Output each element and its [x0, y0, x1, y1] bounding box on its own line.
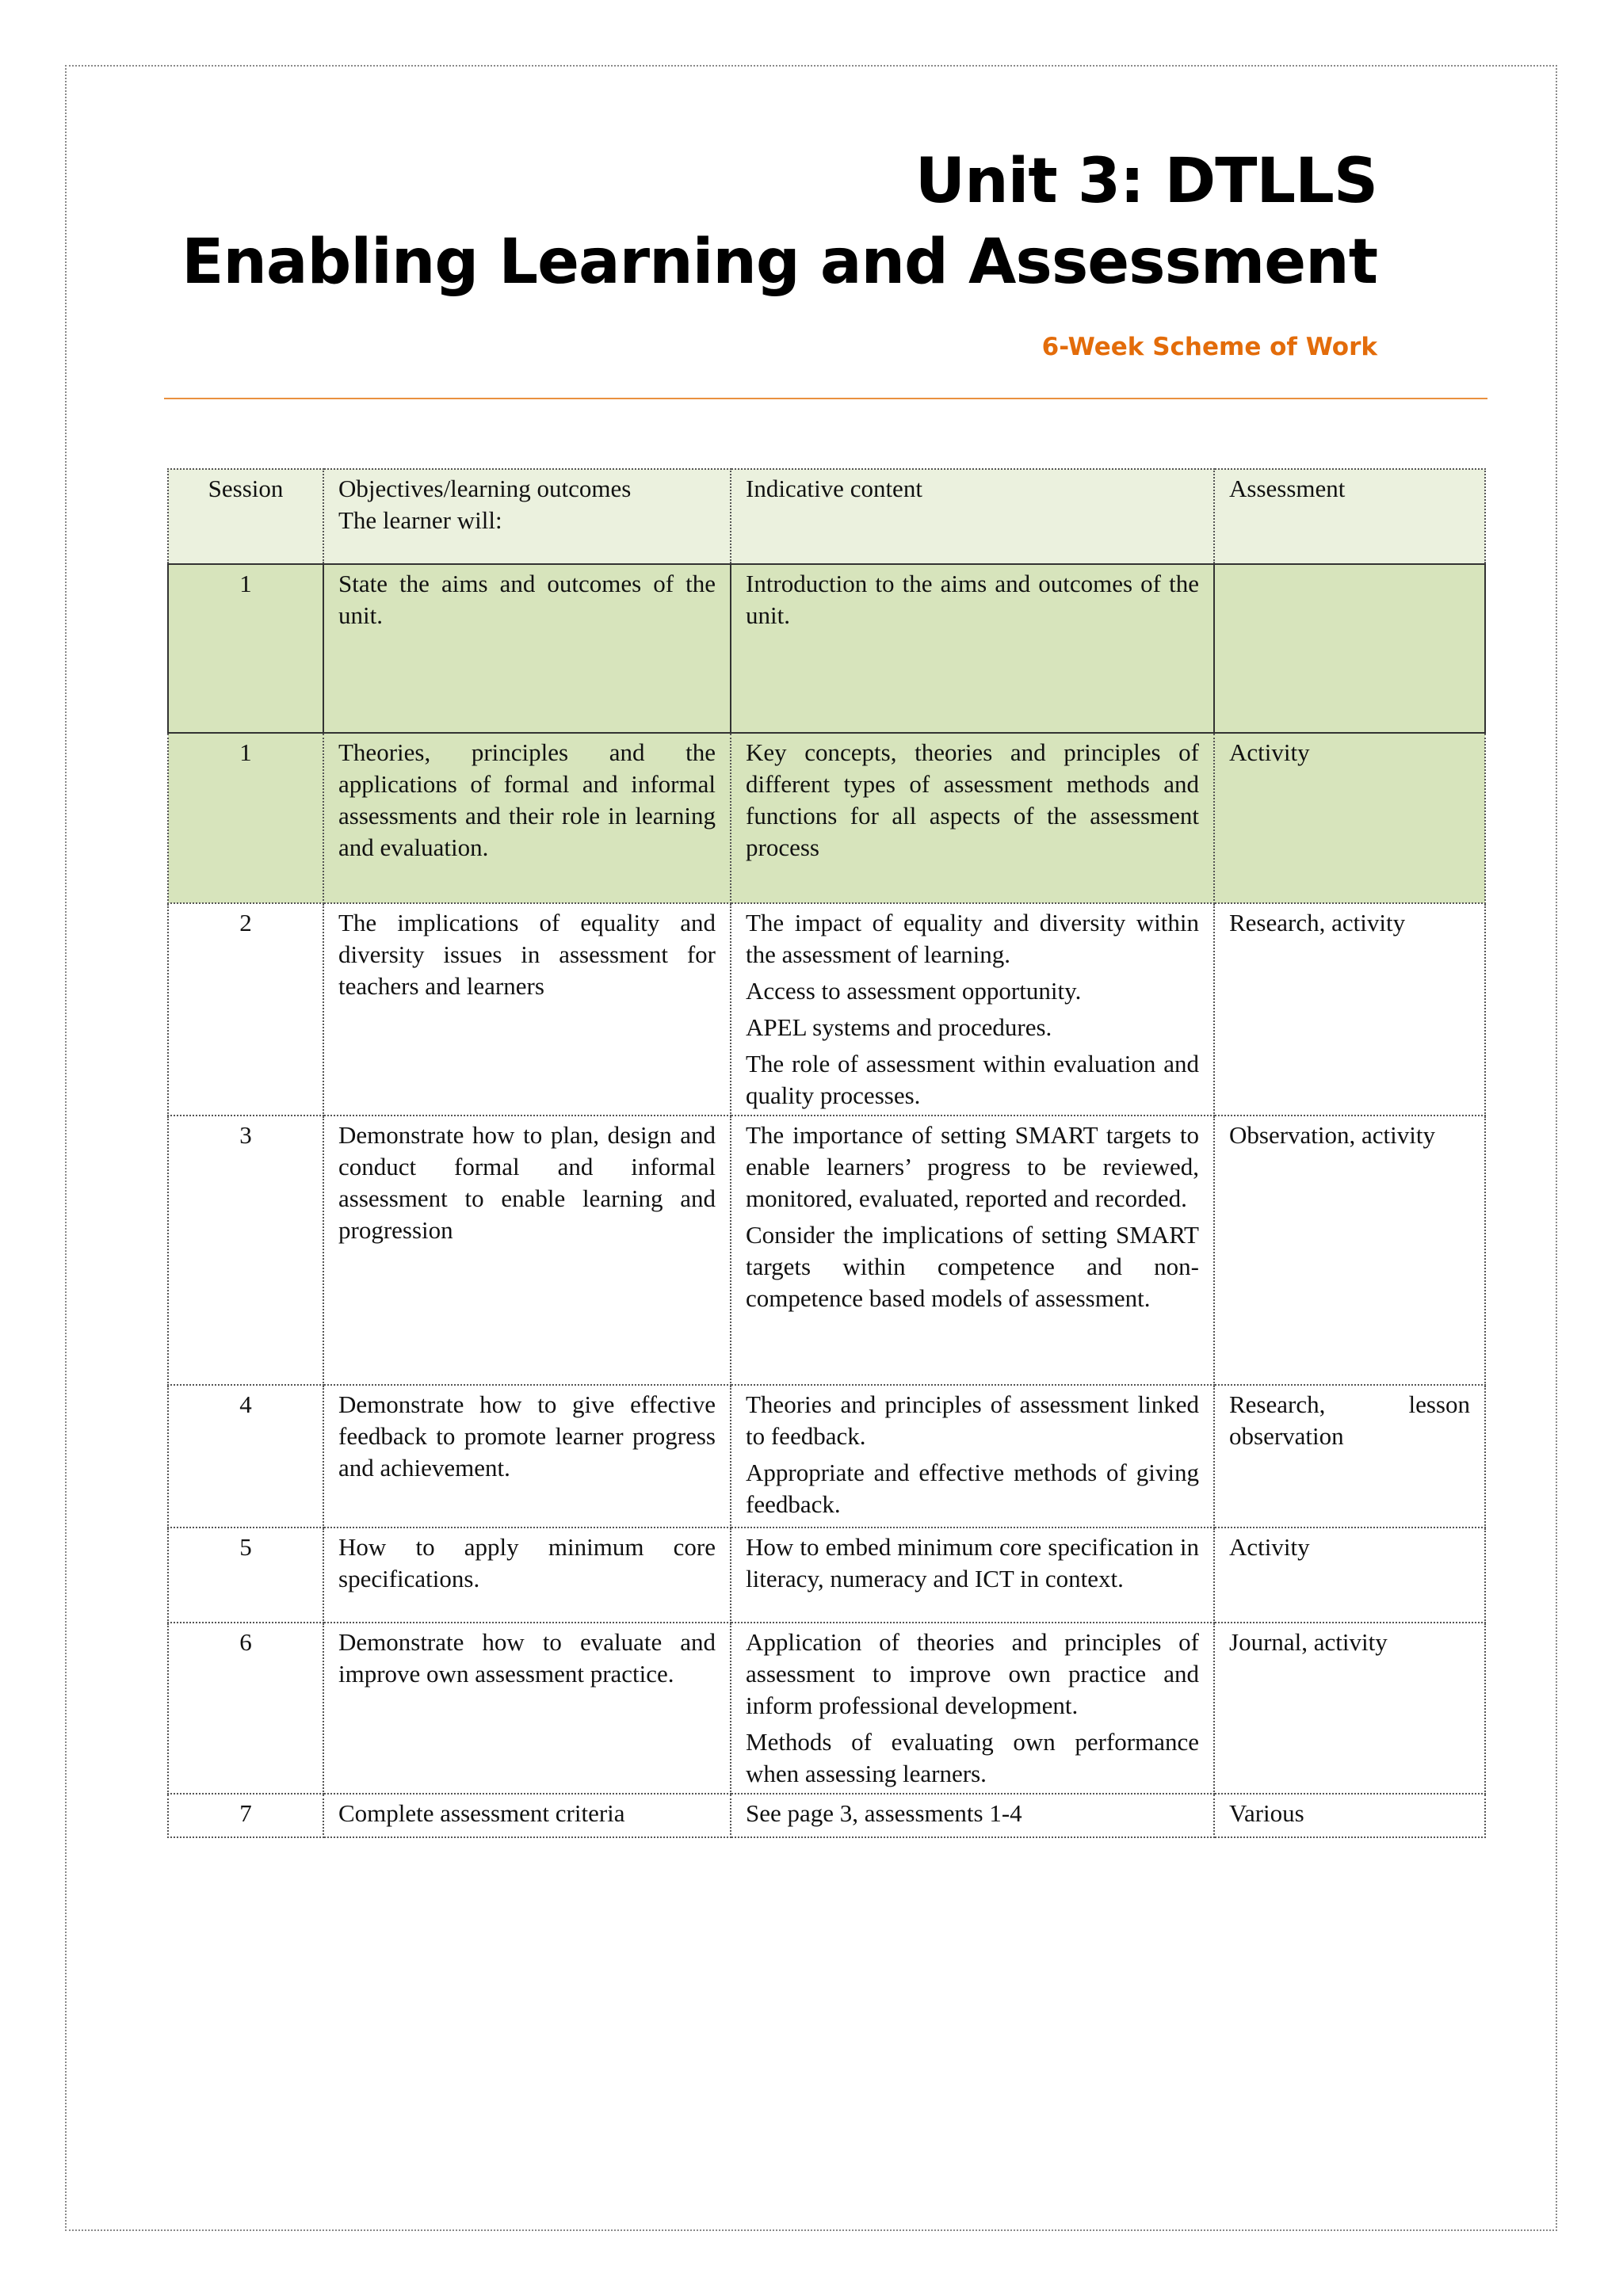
table-row	[168, 733, 1485, 903]
assessment-cell: Research, activity	[1214, 903, 1485, 1116]
assessment-cell: Journal, activity	[1214, 1623, 1485, 1794]
objective-cell: The implications of equality and diversity issues in assessment for teachers and learners	[323, 903, 731, 1116]
content-paragraph: See page 3, assessments 1-4	[746, 1799, 1022, 1827]
content-cell	[731, 1527, 1214, 1623]
content-cell	[731, 1623, 1214, 1794]
content-cell	[731, 903, 1214, 1116]
assessment-cell: Activity	[1214, 733, 1485, 903]
content-paragraph: The impact of equality and diversity within the assessment of learning.	[746, 909, 1199, 968]
objective-cell: Demonstrate how to plan, design and conduct formal and informal assessment to enable learning and progression	[323, 1116, 731, 1385]
table-row	[168, 1623, 1485, 1794]
assessment-cell: Activity	[1214, 1527, 1485, 1623]
session-cell: 6	[168, 1623, 323, 1794]
objective-cell: Theories, principles and the applications of formal and informal assessments and their role in learning and evaluation.	[323, 733, 731, 903]
content-cell	[731, 1116, 1214, 1385]
assessment-cell: Various	[1214, 1794, 1485, 1837]
content-cell	[731, 1794, 1214, 1837]
content-cell	[731, 733, 1214, 903]
table-row	[168, 564, 1485, 733]
content-cell	[731, 1385, 1214, 1527]
session-cell: 5	[168, 1527, 323, 1623]
content-paragraph: Key concepts, theories and principles of different types of assessment methods and functions for all aspects of the assessment process	[746, 738, 1199, 861]
objective-cell: Demonstrate how to give effective feedback to promote learner progress and achievement.	[323, 1385, 731, 1527]
objective-cell: Complete assessment criteria	[323, 1794, 731, 1837]
content-paragraph: Access to assessment opportunity.	[746, 977, 1082, 1005]
objective-cell: Demonstrate how to evaluate and improve own assessment practice.	[323, 1623, 731, 1794]
objective-cell: How to apply minimum core specifications.	[323, 1527, 731, 1623]
content-paragraph: The role of assessment within evaluation and quality processes.	[746, 1050, 1199, 1109]
page-subtitle: 6-Week Scheme of Work	[1041, 333, 1377, 361]
table-row	[168, 1385, 1485, 1527]
header-content: Indicative content	[731, 469, 1214, 564]
header-assessment: Assessment	[1214, 469, 1485, 564]
header-objectives-subtitle: The learner will:	[338, 506, 502, 534]
scheme-of-work-table	[167, 468, 1486, 1838]
assessment-cell	[1214, 564, 1485, 733]
content-paragraph: Consider the implications of setting SMART targets within competence and non-competence based models of assessment.	[746, 1221, 1199, 1312]
table-row	[168, 1794, 1485, 1837]
content-paragraph: Methods of evaluating own performance when assessing learners.	[746, 1728, 1199, 1787]
header-divider	[164, 398, 1487, 399]
content-paragraph: The importance of setting SMART targets to enable learners’ progress to be reviewed, monitored, evaluated, reported and recorded.	[746, 1121, 1199, 1212]
table-header-row	[168, 469, 1485, 564]
title-line-name: Enabling Learning and Assessment	[181, 227, 1377, 298]
content-paragraph: Theories and principles of assessment linked to feedback.	[746, 1390, 1199, 1450]
session-cell: 1	[168, 564, 323, 733]
content-paragraph: How to embed minimum core specification in literacy, numeracy and ICT in context.	[746, 1533, 1199, 1592]
page-title	[181, 141, 1377, 303]
assessment-cell: Research, lesson observation	[1214, 1385, 1485, 1527]
session-cell: 7	[168, 1794, 323, 1837]
content-paragraph: Introduction to the aims and outcomes of the unit.	[746, 570, 1199, 629]
content-paragraph: Application of theories and principles of assessment to improve own practice and inform professional development.	[746, 1628, 1199, 1719]
session-cell: 1	[168, 733, 323, 903]
session-cell: 4	[168, 1385, 323, 1527]
header-session: Session	[168, 469, 323, 564]
content-cell	[731, 564, 1214, 733]
session-cell: 2	[168, 903, 323, 1116]
title-line-unit: Unit 3: DTLLS	[915, 146, 1377, 217]
table-row	[168, 1116, 1485, 1385]
session-cell: 3	[168, 1116, 323, 1385]
assessment-cell: Observation, activity	[1214, 1116, 1485, 1385]
table-row	[168, 1527, 1485, 1623]
table-row	[168, 903, 1485, 1116]
content-paragraph: APEL systems and procedures.	[746, 1013, 1052, 1041]
header-objectives	[323, 469, 731, 564]
objective-cell: State the aims and outcomes of the unit.	[323, 564, 731, 733]
content-paragraph: Appropriate and effective methods of giving feedback.	[746, 1459, 1199, 1518]
header-objectives-title: Objectives/learning outcomes	[338, 475, 632, 502]
